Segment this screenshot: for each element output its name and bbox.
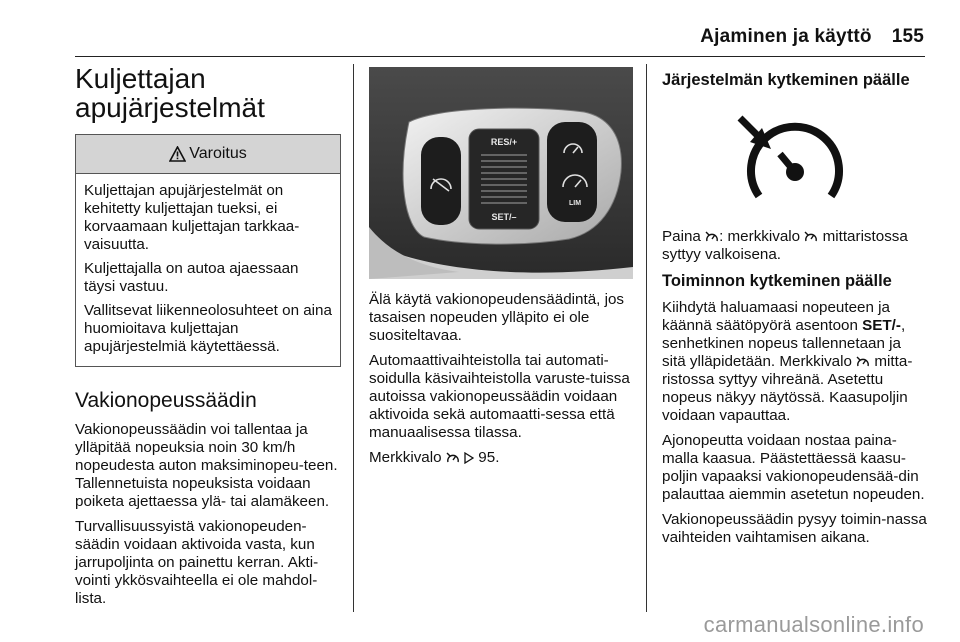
- paragraph: Vakionopeussäädin voi tallentaa ja ylläpitää nopeuksia noin 30 km/h nopeudesta auton maksiminopeu-teen. Tallennetuista nopeuksista voidaan poiketa ajettaessa ylä- tai alamäkeen.: [75, 421, 338, 510]
- lim-label: LIM: [568, 200, 582, 207]
- warning-body: [76, 174, 340, 366]
- text-fragment: Paina: [662, 228, 701, 245]
- paragraph: Ajonopeutta voidaan nostaa paina-malla kaasua. Päästettäessä kaasu-poljin vapaaksi vakionopeudensää-din palauttaa aiemmin asetetun nopeuden.: [662, 432, 925, 503]
- section-title: Vakionopeussäädin: [75, 389, 257, 412]
- text-fragment: : merkkivalo: [719, 228, 801, 245]
- text-fragment: , senhetkinen nopeus tallennetaan ja sitä ylläpidetään. Merkkivalo: [662, 317, 906, 370]
- subsection-title: Järjestelmän kytkeminen päälle: [662, 71, 910, 89]
- paragraph: [662, 299, 928, 425]
- cruise-control-symbol: [662, 100, 926, 220]
- subsection-title: Toiminnon kytkeminen päälle: [662, 272, 892, 290]
- cruise-control-icon: [856, 356, 870, 368]
- chapter-title-line1: Kuljettajan: [75, 63, 206, 94]
- chapter-title-line2: apujärjestelmät: [75, 92, 265, 123]
- text-fragment: mitta-ristossa syttyy vihreänä. Asetettu nopeus näkyy näytössä. Kaasupoljin voidaan vapauttaa.: [662, 353, 913, 424]
- watermark: carmanualsonline.info: [703, 612, 924, 637]
- paragraph: Vakionopeussäädin pysyy toimin-nassa vaihteiden vaihtamisen aikana.: [662, 511, 927, 546]
- column-1: [75, 64, 341, 615]
- page-reference-icon: [464, 452, 474, 464]
- warning-header: [76, 135, 340, 174]
- steering-wheel-controls-photo: [369, 67, 633, 279]
- warning-paragraph: Kuljettajan apujärjestelmät on kehitetty kuljettajan tueksi, ei korvaamaan kuljettajan tarkkaa-vaisuutta.: [84, 182, 300, 253]
- text-fragment: mittaristossa syttyy valkoisena.: [662, 228, 908, 263]
- warning-paragraph: Vallitsevat liikenneolosuhteet on aina huomioitava kuljettajan apujärjestelmiä käytettäessä.: [84, 302, 332, 355]
- header-title: Ajaminen ja käyttö: [700, 26, 872, 47]
- paragraph: Älä käytä vakionopeudensäädintä, jos tasaisen nopeuden ylläpito ei ole suositeltavaa.: [369, 291, 624, 344]
- header-rule: [75, 56, 925, 57]
- set-label: SET/–: [491, 212, 517, 222]
- page-number: 155: [891, 26, 924, 47]
- chapter-title: [75, 64, 341, 122]
- page-reference: 95.: [478, 449, 500, 466]
- page-header: [700, 26, 924, 48]
- text-fragment: Kiihdytä haluamaasi nopeuteen ja käännä säätöpyörä asentoon: [662, 299, 890, 334]
- cruise-control-icon: [705, 231, 719, 243]
- text-fragment: Merkkivalo: [369, 449, 442, 466]
- column-divider-1: [353, 64, 354, 612]
- cruise-control-icon: [804, 231, 818, 243]
- column-2: [369, 64, 633, 474]
- column-divider-2: [646, 64, 647, 612]
- warning-paragraph: Kuljettajalla on autoa ajaessaan täysi vastuu.: [84, 260, 299, 295]
- res-label: RES/+: [490, 137, 518, 147]
- paragraph: Automaattivaihteistolla tai automati-soidulla käsivaihteistolla varuste-tuissa autoissa vakionopeussäädin voidaan aktivoida sekä automaatti-sessa että manuaalisessa tilassa.: [369, 352, 630, 441]
- set-control-label: SET/-: [862, 317, 901, 334]
- paragraph: Turvallisuussyistä vakionopeuden-säädin voidaan aktivoida vasta, kun jarrupoljinta on painettu kerran. Akti-vointi ykkösvaihteella ei ole mahdol-lista.: [75, 518, 319, 607]
- warning-box: [75, 134, 341, 367]
- warning-title: Varoitus: [189, 145, 247, 162]
- paragraph: [369, 449, 633, 467]
- cruise-control-icon: [446, 452, 460, 464]
- warning-triangle-icon: [169, 146, 186, 162]
- paragraph: [662, 228, 928, 264]
- column-3: [662, 64, 928, 554]
